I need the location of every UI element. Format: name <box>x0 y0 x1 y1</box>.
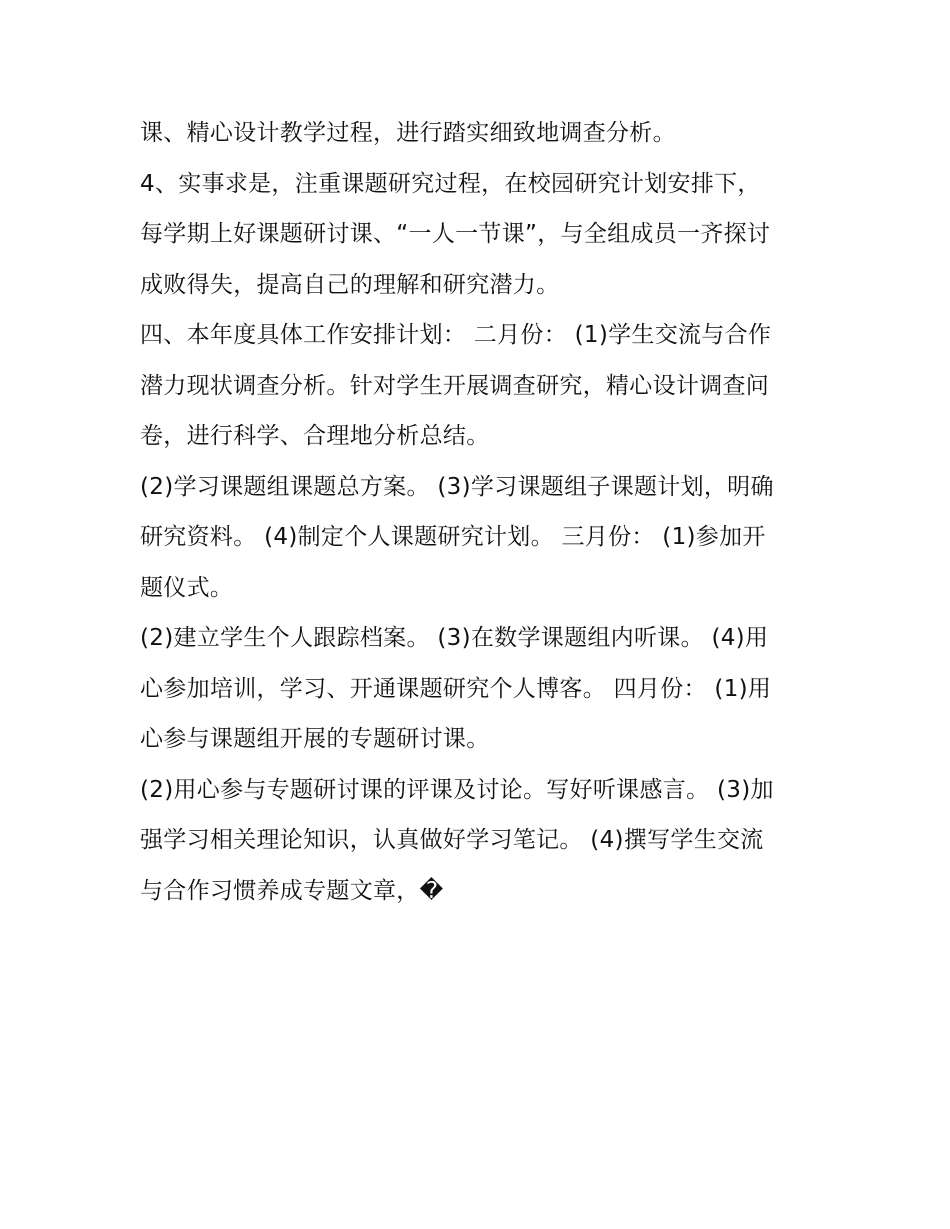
paragraph-2 <box>140 159 820 311</box>
paragraph-6 <box>140 765 820 917</box>
paragraph-1 <box>140 108 820 159</box>
text-line: (2)用心参与专题研讨课的评课及讨论。写好听课感言。 (3)加 <box>140 776 774 803</box>
text-line: 与合作习惯养成专题文章，� <box>140 877 444 904</box>
text-line: 研究资料。 (4)制定个人课题研究计划。 三月份： (1)参加开 <box>140 524 766 550</box>
text-line: 每学期上好课题研讨课、“一人一节课”，与全组成员一齐探讨 <box>140 221 771 247</box>
text-line: (2)建立学生个人跟踪档案。 (3)在数学课题组内听课。 (4)用 <box>140 625 769 651</box>
text-line: 课、精心设计教学过程，进行踏实细致地调查分析。 <box>140 120 676 146</box>
text-line: 卷，进行科学、合理地分析总结。 <box>140 423 490 449</box>
text-line: 心参与课题组开展的专题研讨课。 <box>140 726 490 752</box>
text-line: 4、实事求是，注重课题研究过程，在校园研究计划安排下， <box>140 170 761 197</box>
document-body <box>140 108 820 916</box>
text-line: 强学习相关理论知识，认真做好学习笔记。 (4)撰写学生交流 <box>140 827 764 853</box>
text-line: 题仪式。 <box>140 574 234 601</box>
text-line: 成败得失，提高自己的理解和研究潜力。 <box>140 271 560 298</box>
text-line: (2)学习课题组课题总方案。 (3)学习课题组子课题计划，明确 <box>140 473 774 500</box>
paragraph-5 <box>140 613 820 765</box>
text-line: 潜力现状调查分析。针对学生开展调查研究，精心设计调查问 <box>140 372 770 399</box>
paragraph-4 <box>140 462 820 614</box>
text-line: 四、本年度具体工作安排计划： 二月份： (1)学生交流与合作 <box>140 322 772 348</box>
paragraph-3 <box>140 310 820 462</box>
text-line: 心参加培训，学习、开通课题研究个人博客。 四月份： (1)用 <box>140 675 772 702</box>
